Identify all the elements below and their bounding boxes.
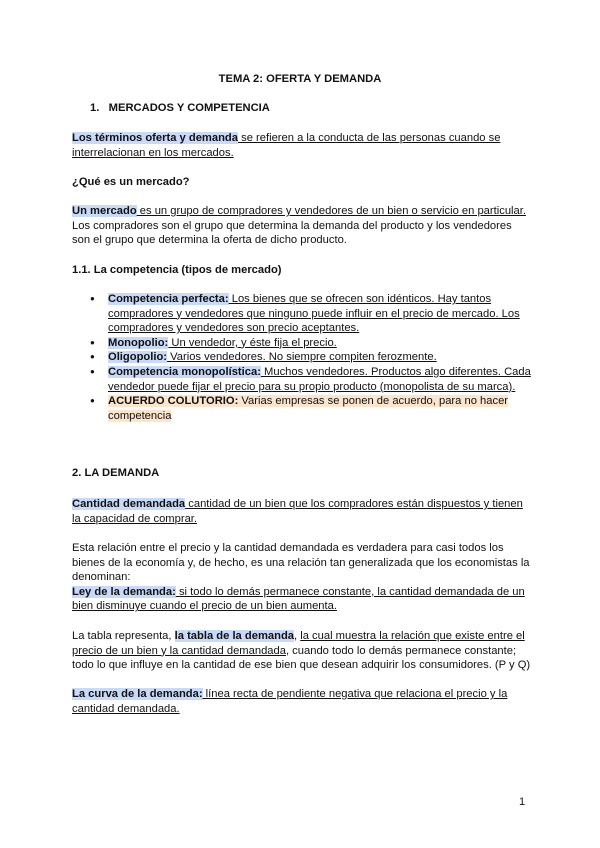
paragraph-highlight: La curva de la demanda: — [72, 688, 203, 700]
paragraph-underlined: es un grupo de compradores y vendedores de un bien o servicio en particular. — [136, 205, 526, 217]
list-item — [72, 336, 532, 351]
paragraph-highlight: Los términos oferta y demanda — [72, 132, 238, 144]
paragraph-highlight: Cantidad demandada — [72, 498, 186, 510]
list-item — [72, 394, 532, 423]
section2-paragraph-1 — [72, 497, 532, 526]
law-label: Ley de la demanda: — [72, 585, 176, 598]
paragraph-text: , cuando todo lo demás permanece constante; todo lo que influye en la cantidad de ese bien que desean adquirir los consumidores. (P y Q) — [72, 644, 531, 672]
paragraph-text: , — [294, 630, 301, 642]
paragraph-text: Esta relación entre el precio y la cantidad demandada es verdadera para casi todos los bienes de la economía y, de hecho, es una relación tan generalizada que los economistas la denominan: — [72, 542, 530, 584]
paragraph-highlight: Un mercado — [72, 205, 137, 217]
page-number: 1 — [519, 796, 526, 808]
paragraph-text: La tabla representa, — [72, 630, 175, 642]
competition-list — [72, 292, 532, 423]
list-item-text: Un vendedor, y éste fija el precio. — [168, 336, 337, 349]
paragraph-text: se refieren a la conducta de las personas cuando se interrelacionan en los mercados. — [72, 132, 501, 159]
market-question: ¿Qué es un mercado? — [72, 176, 190, 188]
subsection-heading: 1.1. La competencia (tipos de mercado) — [72, 264, 282, 276]
list-item — [72, 292, 532, 336]
document-title: TEMA 2: OFERTA Y DEMANDA — [218, 73, 382, 85]
list-item — [72, 350, 532, 365]
list-item-label: Oligopolio: — [108, 351, 168, 364]
section2-paragraph-3 — [72, 629, 532, 673]
section2-paragraph-4 — [72, 687, 532, 716]
section1-paragraph-2 — [72, 204, 532, 248]
section1-heading-text: MERCADOS Y COMPETENCIA — [108, 102, 270, 114]
list-item-text: Varias empresas se ponen de acuerdo, para no hacer competencia — [108, 395, 509, 422]
list-item-text: Muchos vendedores. Productos algo diferentes. Cada vendedor puede fijar el precio para su propio producto (monopolista de su marca). — [108, 365, 531, 393]
list-item-label: ACUERDO COLUTORIO: — [108, 395, 239, 408]
paragraph-text: Los compradores son el grupo que determina la demanda del producto y los vendedores son el grupo que determina la oferta de dicho producto. — [72, 219, 512, 247]
paragraph-underlined: la cual muestra la relación que existe entre el precio de un bien y la cantidad demandada — [72, 630, 525, 657]
list-item-label: Competencia monopolística: — [108, 365, 261, 378]
section1-heading-number: 1. — [90, 102, 100, 114]
list-item-text: Varios vendedores. No siempre compiten ferozmente. — [167, 351, 437, 364]
paragraph-text: cantidad de un bien que los compradores están dispuestos y tienen la capacidad de comprar. — [72, 498, 523, 525]
law-text: si todo lo demás permanece constante, la cantidad demandada de un bien disminuye cuando el precio de un bien aumenta. — [72, 585, 525, 613]
list-item-text: Los bienes que se ofrecen son idénticos. Hay tantos compradores y vendedores que ninguno puede influir en el precio de mercado. Los compradores y vendedores son precio aceptantes. — [108, 293, 520, 335]
list-item-label: Monopolio: — [108, 336, 169, 349]
section1-paragraph-1 — [72, 131, 532, 160]
list-item — [72, 365, 532, 394]
section1-heading — [90, 101, 550, 116]
paragraph-highlight: la tabla de la demanda — [174, 630, 295, 642]
paragraph-text: línea recta de pendiente negativa que relaciona el precio y la cantidad demandada. — [72, 688, 508, 715]
list-item-label: Competencia perfecta: — [108, 293, 229, 305]
section2-heading: 2. LA DEMANDA — [72, 467, 160, 479]
section2-paragraph-2 — [72, 541, 532, 614]
